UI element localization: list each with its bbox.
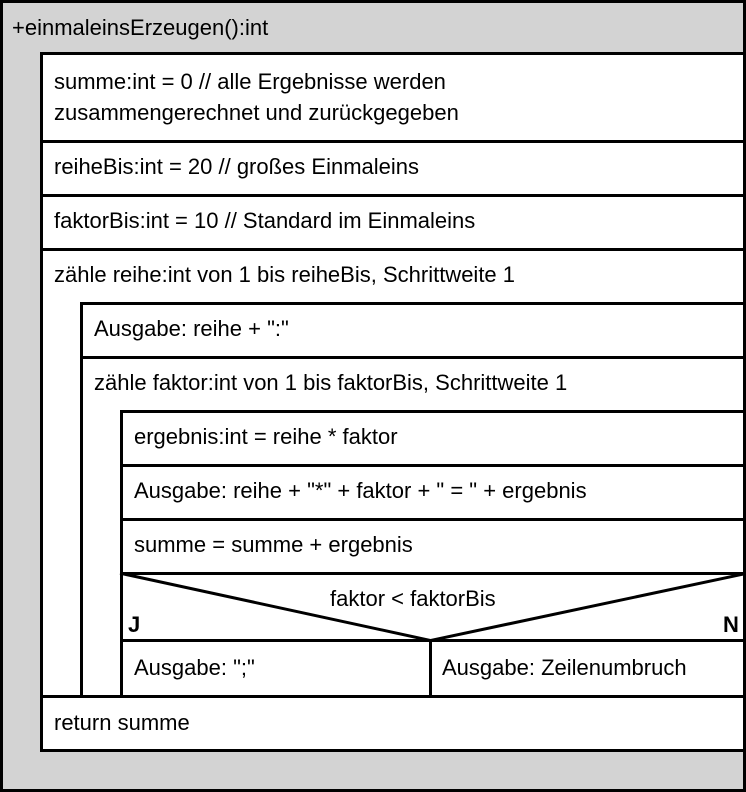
ergebnis-declaration: ergebnis:int = reihe * faktor bbox=[134, 424, 398, 449]
decision-right-diagonal bbox=[431, 574, 746, 641]
output-multiplication: Ausgabe: reihe + "*" + faktor + " = " + ergebnis bbox=[134, 478, 587, 503]
reihe-bis-declaration: reiheBis:int = 20 // großes Einmaleins bbox=[54, 154, 420, 179]
decision-condition: faktor < faktorBis bbox=[330, 586, 496, 611]
summe-declaration-line-2: zusammengerechnet und zurückgegeben bbox=[54, 100, 459, 125]
decision-no-label: N bbox=[723, 612, 739, 637]
output-reihe: Ausgabe: reihe + ":" bbox=[94, 316, 289, 341]
method-frame-border bbox=[2, 2, 745, 791]
decision-left-diagonal bbox=[122, 574, 431, 641]
yes-branch-output: Ausgabe: ";" bbox=[134, 655, 255, 680]
faktor-bis-declaration: faktorBis:int = 10 // Standard im Einmaleins bbox=[54, 208, 476, 233]
return-statement: return summe bbox=[54, 710, 190, 735]
inner-loop-header: zähle faktor:int von 1 bis faktorBis, Schrittweite 1 bbox=[94, 370, 568, 395]
decision-yes-label: J bbox=[128, 612, 141, 637]
method-signature: +einmaleinsErzeugen():int bbox=[12, 15, 269, 40]
no-branch-output: Ausgabe: Zeilenumbruch bbox=[442, 655, 687, 680]
outer-loop-header: zähle reihe:int von 1 bis reiheBis, Schrittweite 1 bbox=[54, 262, 516, 287]
sum-update: summe = summe + ergebnis bbox=[134, 532, 413, 557]
summe-declaration-line-1: summe:int = 0 // alle Ergebnisse werden bbox=[54, 69, 446, 94]
